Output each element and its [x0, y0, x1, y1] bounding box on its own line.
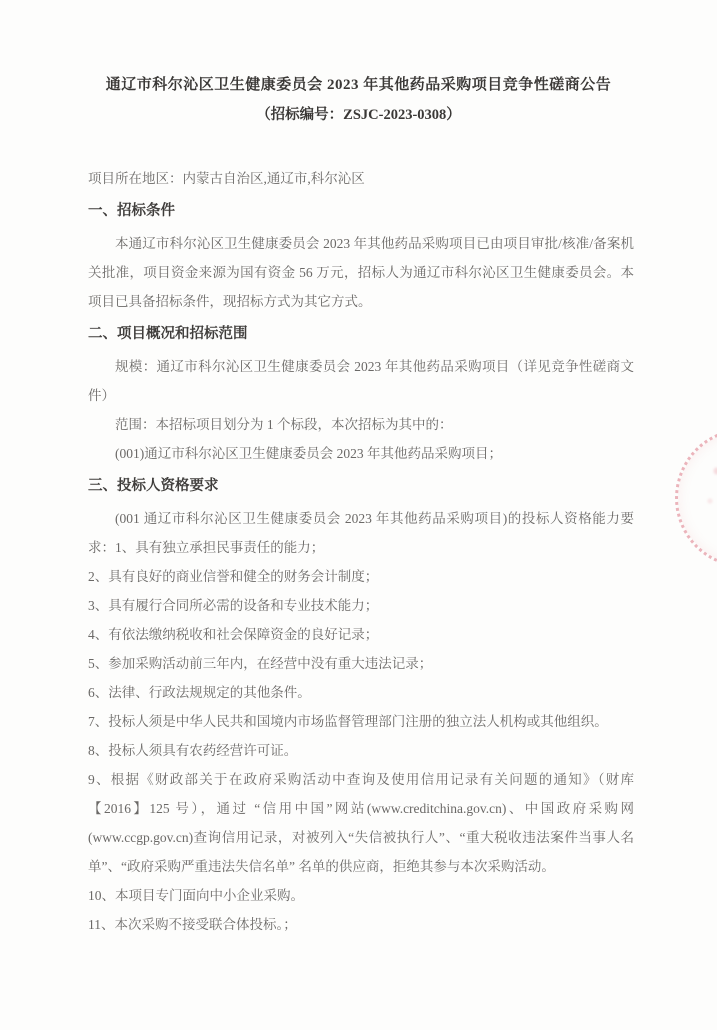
qualification-item-11: 11、本次采购不接受联合体投标。；	[88, 917, 297, 932]
section-heading-bidding-conditions: 一、招标条件	[88, 203, 175, 219]
project-location-line: 项目所在地区：内蒙古自治区,通辽市,科尔沁区	[88, 171, 365, 186]
paragraph-scope: 范围：本招标项目划分为 1 个标段，本次招标为其中的：	[115, 417, 453, 432]
document-body	[88, 164, 634, 939]
qualification-item-4: 4、有依法缴纳税收和社会保障资金的良好记录；	[88, 627, 379, 642]
qualification-item-7: 7、投标人须是中华人民共和国境内市场监督管理部门注册的独立法人机构或其他组织。	[88, 714, 608, 729]
red-seal-stamp-icon	[675, 428, 717, 568]
document-title: 通辽市科尔沁区卫生健康委员会 2023 年其他药品采购项目竞争性磋商公告	[105, 77, 612, 93]
qualification-item-8: 8、投标人须具有农药经营许可证。	[88, 743, 298, 758]
paragraph-scale: 规模：通辽市科尔沁区卫生健康委员会 2023 年其他药品采购项目（详见竞争性磋商文件）	[88, 359, 634, 403]
tender-number: （招标编号：ZSJC-2023-0308）	[256, 107, 461, 123]
qualification-item-3: 3、具有履行合同所必需的设备和专业技术能力；	[88, 598, 379, 613]
qualification-item-6: 6、法律、行政法规规定的其他条件。	[88, 685, 311, 700]
section-heading-bidder-qualifications: 三、投标人资格要求	[88, 478, 219, 494]
qualification-item-5: 5、参加采购活动前三年内，在经营中没有重大违法记录；	[88, 656, 433, 671]
qualification-item-9: 9、根据《财政部关于在政府采购活动中查询及使用信用记录有关问题的通知》（财库【2016】125 号），通过 “信用中国”网站(www.creditchina.gov.cn)、中国政府采购网(www.ccgp.gov.cn)查询信用记录，对被列入“失信被执行人”、“重大税收违法案件当事人名单”、“政府采购严重违法失信名单” 名单的供应商，拒绝其参与本次采购活动。	[88, 772, 634, 874]
title-block	[0, 0, 717, 130]
paragraph-lot-001: (001)通辽市科尔沁区卫生健康委员会 2023 年其他药品采购项目；	[115, 446, 502, 461]
qualification-item-10: 10、本项目专门面向中小企业采购。	[88, 888, 304, 903]
paragraph-bidding-conditions: 本通辽市科尔沁区卫生健康委员会 2023 年其他药品采购项目已由项目审批/核准/备案机关批准，项目资金来源为国有资金 56 万元，招标人为通辽市科尔沁区卫生健康委员会。本项目已具备招标条件，现招标方式为其它方式。	[88, 236, 634, 309]
section-heading-project-overview: 二、项目概况和招标范围	[88, 326, 248, 342]
qualification-intro-item-1: (001 通辽市科尔沁区卫生健康委员会 2023 年其他药品采购项目)的投标人资格能力要求：1、具有独立承担民事责任的能力；	[88, 511, 634, 555]
qualification-item-2: 2、具有良好的商业信誉和健全的财务会计制度；	[88, 569, 379, 584]
